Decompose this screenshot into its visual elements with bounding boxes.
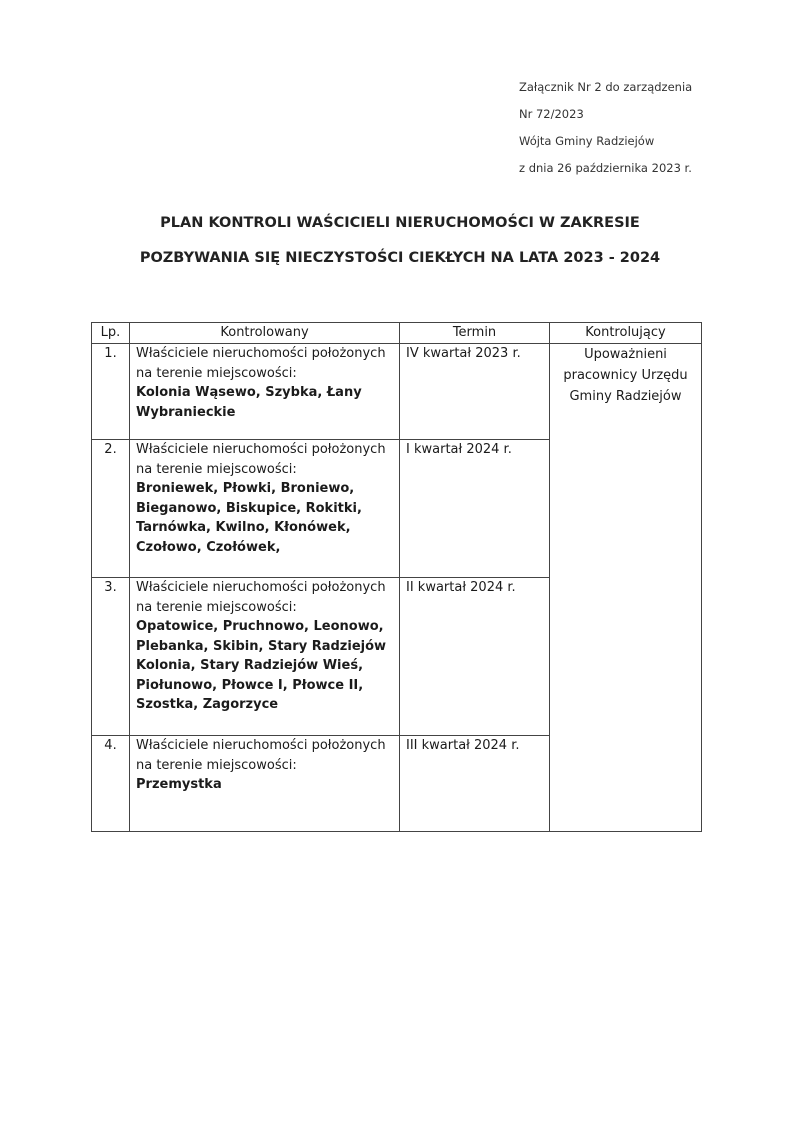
attachment-number: Załącznik Nr 2 do zarządzenia [519,80,693,94]
document-title-line-1: PLAN KONTROLI WAŚCICIELI NIERUCHOMOŚCI W ZAKRESIE [160,215,640,231]
row-number: 4. [92,736,130,832]
term-cell: III kwartał 2024 r. [400,736,550,832]
term-cell: I kwartał 2024 r. [400,440,550,578]
row-number: 2. [92,440,130,578]
inspected-places: Opatowice, Pruchnowo, Leonowo, Plebanka, Skibin, Stary Radziejów Kolonia, Stary Radziejów Wieś, Piołunowo, Płowce I, Płowce II, Szostka, Zagorzyce [136,619,387,712]
inspected-places: Przemystka [136,777,222,792]
header-kontrolujacy: Kontrolujący [550,323,702,344]
table-header-row [92,323,702,344]
inspected-places: Kolonia Wąsewo, Szybka, Łany Wybranieckie [136,385,362,420]
ordinance-number: Nr 72/2023 [519,107,584,121]
inspected-intro: Właściciele nieruchomości położonych na terenie miejscowości: [136,442,386,477]
inspected-cell [130,578,400,736]
inspector-cell: Upoważnieni pracownicy Urzędu Gminy Radziejów [550,344,702,832]
row-number: 3. [92,578,130,736]
inspection-plan-table [91,322,702,832]
inspected-cell [130,440,400,578]
header-termin: Termin [400,323,550,344]
inspected-cell [130,736,400,832]
inspected-cell [130,344,400,440]
term-cell: II kwartał 2024 r. [400,578,550,736]
term-cell: IV kwartał 2023 r. [400,344,550,440]
header-kontrolowany: Kontrolowany [130,323,400,344]
attachment-header [519,78,692,186]
inspected-intro: Właściciele nieruchomości położonych na terenie miejscowości: [136,738,386,773]
inspected-intro: Właściciele nieruchomości położonych na terenie miejscowości: [136,580,386,615]
inspected-intro: Właściciele nieruchomości położonych na terenie miejscowości: [136,346,386,381]
row-number: 1. [92,344,130,440]
issue-date: z dnia 26 października 2023 r. [519,161,692,175]
issuer: Wójta Gminy Radziejów [519,134,655,148]
table-row [92,344,702,440]
header-lp: Lp. [92,323,130,344]
inspected-places: Broniewek, Płowki, Broniewo, Bieganowo, Biskupice, Rokitki, Tarnówka, Kwilno, Kłonówek, Czołowo, Czołówek, [136,481,362,555]
document-title-line-2: POZBYWANIA SIĘ NIECZYSTOŚCI CIEKŁYCH NA LATA 2023 - 2024 [139,250,661,266]
